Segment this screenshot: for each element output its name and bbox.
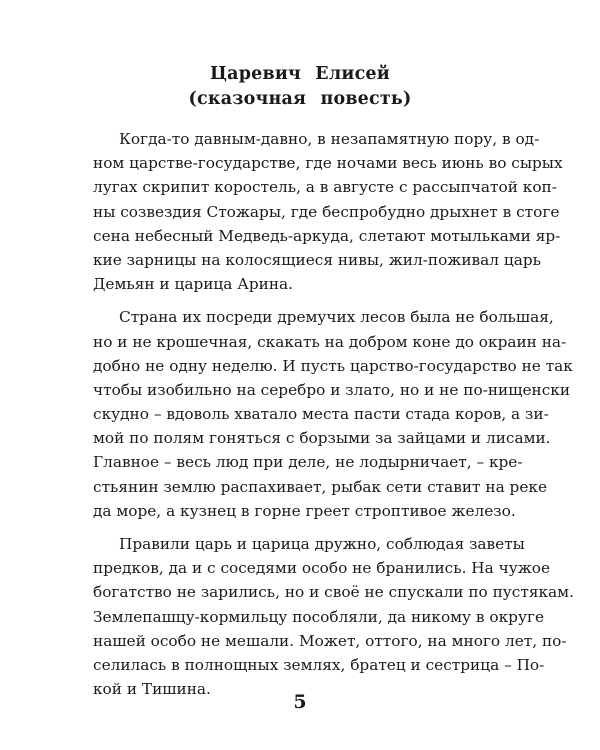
- text-line: но и не крошечная, скакать на добром коне до окраин на-: [93, 332, 567, 351]
- text-line: нашей особо не мешали. Может, оттого, на много лет, по-: [93, 631, 567, 650]
- text-line: селилась в полнощных землях, братец и сестрица – По-: [93, 655, 545, 674]
- text-line: Демьян и царица Арина.: [93, 275, 293, 294]
- text-line: стьянин землю распахивает, рыбак сети ставит на реке: [93, 477, 548, 496]
- text-line: Когда-то давным-давно, в незапамятную пору, в од-: [119, 130, 540, 148]
- paragraph-3: [93, 532, 574, 701]
- text-line: богатство не зарились, но и своё не спускали по пустякам.: [93, 583, 574, 602]
- title-main: Царевич Елисей: [210, 64, 390, 84]
- page-number: 5: [293, 691, 307, 713]
- text-line: да море, а кузнец в горне греет строптивое железо.: [93, 501, 516, 520]
- text-line: Правили царь и царица дружно, соблюдая заветы: [119, 535, 525, 553]
- paragraph-1: [93, 127, 563, 296]
- text-line: предков, да и с соседями особо не бранились. На чужое: [93, 559, 551, 578]
- text-line: ны созвездия Стожары, где беспробудно дрыхнет в стоге: [93, 202, 560, 221]
- text-line: кой и Тишина.: [93, 680, 211, 699]
- text-line: мой по полям гоняться с борзыми за зайцами и лисами.: [93, 429, 551, 448]
- text-line: чтобы изобильно на серебро и злато, но и не по-нищенски: [93, 380, 571, 399]
- chapter-title: [0, 62, 600, 112]
- text-line: лугах скрипит коростель, а в августе с рассыпчатой коп-: [93, 178, 557, 197]
- text-line: ном царстве-государстве, где ночами весь июнь во сырых: [93, 154, 563, 173]
- title-subtitle: (сказочная повесть): [188, 89, 412, 109]
- text-line: кие зарницы на колосящиеся нивы, жил-поживал царь: [93, 250, 541, 269]
- text-line: сена небесный Медведь-аркуда, слетают мотыльками яр-: [93, 226, 561, 245]
- text-line: Землепашцу-кормильцу пособляли, да никому в округе: [93, 607, 545, 626]
- paragraph-2: [93, 305, 573, 523]
- text-line: Главное – весь люд при деле, не лодырничает, – кре-: [93, 453, 523, 472]
- text-line: скудно – вдоволь хватало места пасти стада коров, а зи-: [93, 405, 549, 424]
- text-line: добно не одну неделю. И пусть царство-государство не так: [93, 356, 573, 375]
- text-line: Страна их посреди дремучих лесов была не большая,: [119, 308, 554, 327]
- body-text: [93, 127, 574, 701]
